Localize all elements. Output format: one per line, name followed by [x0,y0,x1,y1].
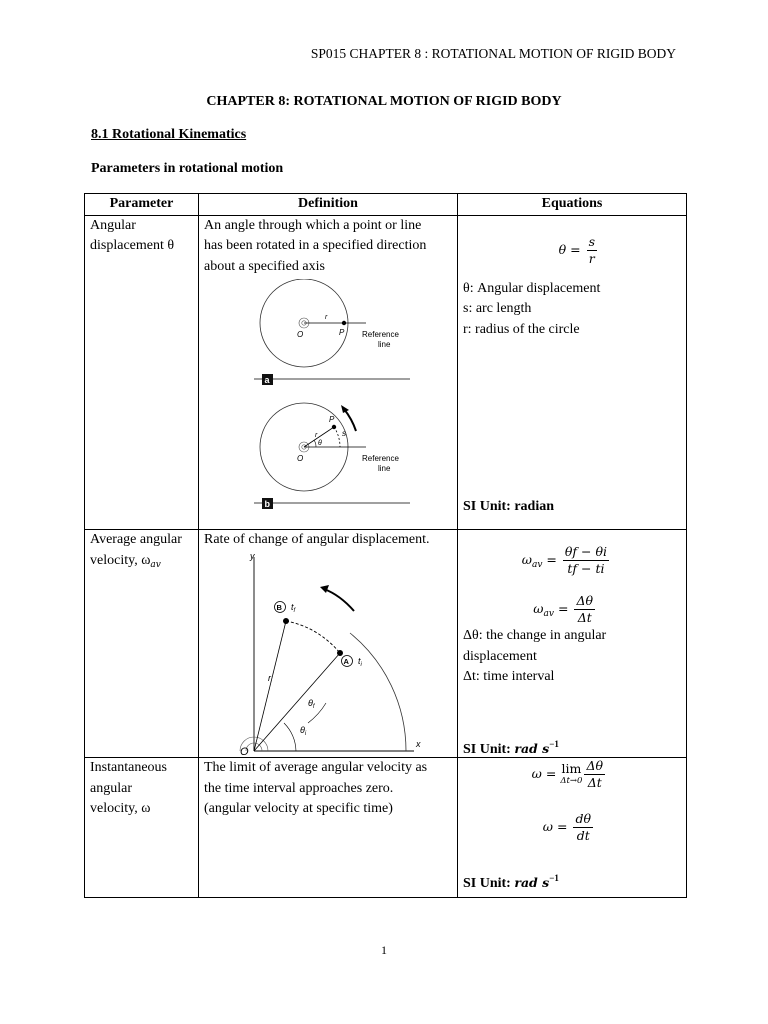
parameters-table [84,193,687,898]
eq-fraction: $\frac{d\theta}{dt}$ [575,811,591,843]
figure-a-reference-label: Reference [362,330,399,339]
equation-instantaneous-limit: ω = lim Δt→0 $\frac{\Delta\theta}{\Delta t}$ [531,758,603,790]
figure-b-reference-label: line [378,464,391,473]
figure-a-point-label: P [339,328,345,337]
figure-b-arc-label: s [342,429,346,438]
figure-b-center-label: O [297,454,304,463]
point-b-label: B [276,602,282,612]
y-axis-label: y [250,550,255,561]
figure-b-angle-label: θ [318,440,322,447]
parameter-cell [85,215,199,530]
eq-lhs: θ [558,241,567,257]
equation-note: θ: Angular displacement [463,280,601,296]
parameter-cell [85,530,199,758]
parameter-label-line: displacement θ [90,238,175,253]
equation-average-angular-velocity-delta: $\omega_{av}$ = $\frac{\Delta\theta}{\Delta t}$ [533,593,593,625]
chapter-title: CHAPTER 8: ROTATIONAL MOTION OF RIGID BODY [206,94,562,109]
eq-sign: = [570,241,581,257]
figure-panel-b [254,403,410,509]
point-a-label: A [343,656,349,666]
limit-operator: lim Δt→0 [560,760,583,786]
eq-fraction: $\frac{\Delta\theta}{\Delta t}$ [586,758,603,790]
x-axis-label: x [416,738,421,749]
tf-label: $t_f$ [291,601,296,614]
definition-cell [199,530,458,758]
si-unit: SI Unit: rad $s^{-1}$ [463,873,559,891]
si-unit: SI Unit: radian [463,498,555,514]
figure-a-panel-label: a [264,375,270,385]
definition-line: about a specified axis [204,258,325,274]
theta-i-label: $\theta_i$ [300,724,307,737]
figure-a-center-label: O [297,330,304,339]
parameter-label-line: velocity, $\omega_{av}$ [90,552,161,570]
radius-label: r [268,672,271,683]
eq-fraction [587,234,597,267]
table-row [85,758,687,898]
eq-denominator: r [588,250,595,266]
angular-displacement-figure [204,279,452,529]
figure-b-radius-label: r [315,432,318,439]
si-unit: SI Unit: rad $s^{-1}$ [463,739,559,757]
equation-note: Δθ: the change in angular [463,628,607,643]
definition-line: The limit of average angular velocity as [204,760,428,775]
equation-average-angular-velocity: $\omega_{av}$ = $\frac{\theta f - \theta i}{tf - ti}$ [521,544,607,576]
definition-line: has been rotated in a specified direction [204,238,427,253]
definition-cell [199,215,458,530]
theta-f-label: $\theta_f$ [308,697,315,710]
equation-theta [463,234,681,267]
definition-cell [199,758,458,898]
ti-label: $t_i$ [358,655,362,668]
header-equations: Equations [458,194,687,216]
parameter-label-line: velocity, ω [90,801,151,816]
definition-line: the time interval approaches zero. [204,780,394,796]
eq-fraction: $\frac{\theta f - \theta i}{tf - ti}$ [564,544,607,576]
running-header: SP015 CHAPTER 8 : ROTATIONAL MOTION OF RIGID BODY [310,46,676,61]
equations-cell [458,530,687,758]
section-heading: 8.1 Rotational Kinematics [91,127,247,142]
equations-cell [458,758,687,898]
header-parameter: Parameter [85,194,199,216]
header-definition: Definition [199,194,458,216]
table-header-row [85,194,687,216]
equation-note: displacement [463,648,537,664]
sub-heading: Parameters in rotational motion [91,161,284,176]
eq-numerator: s [588,233,595,249]
figure-a-reference-label: line [378,340,391,349]
equation-note: Δt: time interval [463,669,555,684]
equations-cell [458,215,687,530]
definition-line: Rate of change of angular displacement. [204,532,430,547]
parameter-label-line: angular [90,780,132,796]
parameter-label-line: Instantaneous [90,760,167,775]
table-row [85,530,687,758]
page-number: 1 [381,943,387,957]
equation-note: s: arc length [463,301,532,316]
average-angular-velocity-figure [204,551,452,756]
equation-instantaneous-derivative: ω = $\frac{d\theta}{dt}$ [542,811,591,843]
eq-fraction: $\frac{\Delta\theta}{\Delta t}$ [576,593,593,625]
definition-line: (angular velocity at specific time) [204,801,393,816]
figure-panel-a [254,279,410,385]
table-row [85,215,687,530]
parameter-cell [85,758,199,898]
definition-line: An angle through which a point or line [204,217,422,233]
parameter-label-line: Angular [90,217,136,233]
figure-b-panel-label: b [264,499,270,509]
figure-a-radius-label: r [325,314,328,321]
figure-b-point-label: P [329,415,335,424]
parameter-label-line: Average angular [90,532,182,547]
origin-label: O [240,745,249,756]
figure-b-reference-label: Reference [362,454,399,463]
equation-note: r: radius of the circle [463,321,580,337]
